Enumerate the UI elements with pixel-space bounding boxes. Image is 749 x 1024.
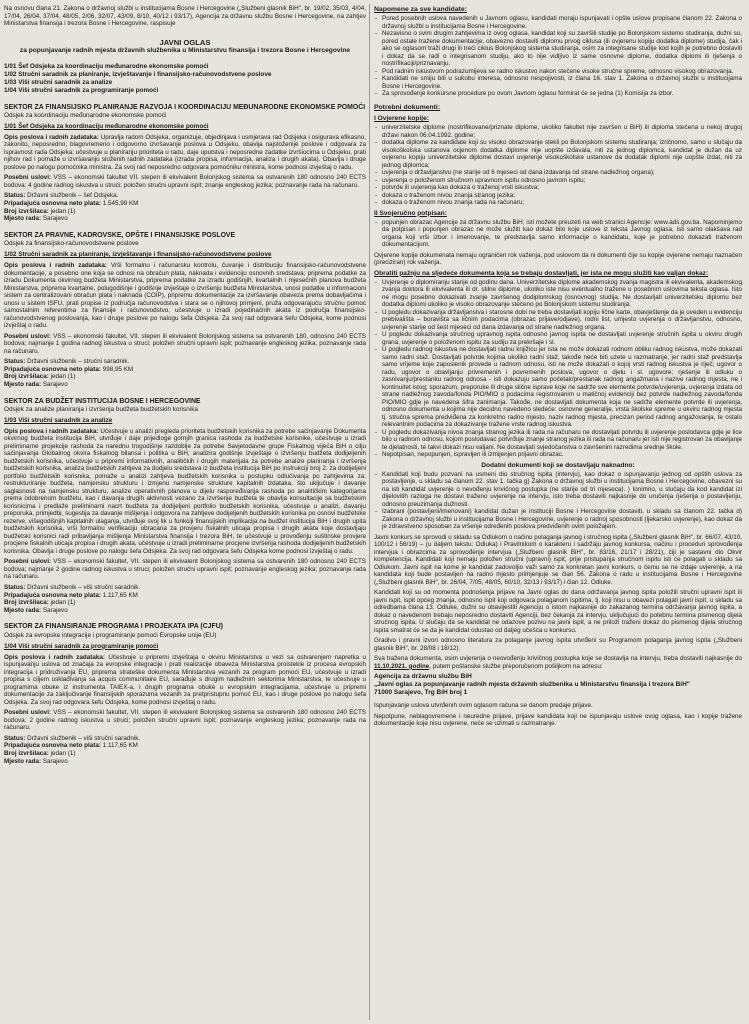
list-item: - popunjen obrazac Agencije za državnu službu BiH; isti možete preuzeti na web stranici Agencije: www.ads.gov.ba. Napominjemo da potpisan i popunjen obrazac ne može služiti kao dokaz bilo koje uslove iz teksta Javnog oglasa, isti samo olakšava rad organa koji vrši izbor i imenovanje, te predstavlja samo informacije o kandidatu, koje je potrebno dokazati traženom dokumentacijom.: [382, 219, 742, 249]
paragraph-rok: [374, 655, 742, 670]
list-item: - univerzitetske diplome (nostrifikovane/priznate diplome, ukoliko fakultet nije završen u BiH) ili diploma stečena u nekoj drugoj državi nakon 06.04.1992. godine;: [382, 124, 742, 139]
list-item: - potvrde ili uvjerenja kao dokaza o traženoj vrsti iskustva;: [382, 184, 742, 192]
position-meta: [4, 192, 366, 222]
plata-value: 1.117,65 KM: [102, 742, 138, 750]
svojerucno-heading: [374, 210, 742, 218]
opis-text: Učestvuje u analizi pregleda prioriteta budžetskih korisnika za potrebe sačinjavanje Dokumenta okvirnog budžeta institucija BiH, utvrđuje i daje prijedloge gornjih granica rashoda za budžetske korisnike, učestvuje u izradi preliminarne projekcije rashoda za narednu trogodišnje razdoblje za potrebe Savjetodavne grupe Fiskalnog vijeća BiH o cilju sačinjavanja Globalnog okvira fiskalnog bilansa i politika u BiH, analizira godišnje izvještaje o izvršenju budžeta dodijeljenih budžetskih korisnika, učestvuje u pripremi informativnih, analitičkih i drugih materijala za potrebe analize planiranja i izvršenja budžetskih korisnika, analiza budžetskih zahtjeva za dodjelu sredstava iz budžeta institucija BiH po instrukciji broj 2. za dodijeljeni portfolio budžetskih korisnika, pomaže u analizi zahtjeva budžetskih korisnika u postupku odlučivanja po zahtjevima za: restrukturiranje budžeta, namjensku strukturu i izmjenu namjenske strukture kapitalnih izdataka, što uključuje i davanje saglasnosti na namjensku strukturu, analize operativnih planova u dijelu raspoređivanja rashoda po analitičkim kategorijama prema odobrenom budžetu, kao i davanja drugih aktivnosti vezano za izvršenje budžeta te obavlja konsultacije sa budžetskim korisnicima i predlaže preliminarni nacrt budžeta za dodijeljeni portfolio budžetskih korisnika, učestvuje u analizi, davanju preporuka, primjedbi, sugestija za davanje mišljenja i odgovora na zahtjeve dodijeljenih budžetskih korisnika po osnovi budžetske rezerve, višegodišnjih kapitalnih ulaganja, utvrđuje svoj lik u funkciji finansijskih implikacija na budžet institucija BiH i drugih upita budžetskih korisnika, vrši formalnu verifikaciju obracana za provjeru fiskalnih uticaja propisa i drugih akata koje dostavljaju budžetski korisnici radi pribavljanja mišljenja Ministarstva finansija i trezora BiH, te učestvuje u provođenju suštinske provjere procjene fiskalnih uticaja propisa i drugih akata, učestvuje u izradi preliminarne procjene izvršenja rashoda dodijeljenih budžetskih korisnika. Obavlja i druge poslove po nalogu šefa Odsjeka. Za svoj rad odgovara šefu Odsjeka kome podnosi izvještaj o radu.: [4, 427, 366, 555]
plata-value: 1.117,65 KM: [102, 591, 138, 599]
position-uslovi: [4, 333, 366, 356]
uslovi-label: Posebni uslovi:: [4, 558, 52, 566]
list-item: - uvjerenja o državljanstvu (ne starije od 6 mjeseci od dana izdavanja od strane nadležnog organa);: [382, 169, 742, 177]
list-item: - Nepotpisan, nepopunjen, ispravljen ili izmijenjen prijavni obrazac.: [382, 451, 742, 459]
mjesto-value: Sarajevo: [42, 215, 68, 223]
obratiti-list: [374, 279, 742, 459]
uslovi-text: VSS – ekonomski fakultet, VII. stepen ili ekvivalent Bolonjskog sistema sa ostvarenih 180 odnosno 240 ECTS bodova; 2 godine radnog iskustva u struci; položen stručni upravni ispit; poznavanje engleskog jezika; poznavanje rada na računaru.: [4, 709, 366, 732]
position-uslovi: [4, 709, 366, 732]
list-item: - U pogledu dokazivanja stručnog upravnog ispita odnosno javnog ispita ne dostavljati uvjerenje stručnih ispita u okviru drugih grana, uvjerenje o položenom ispitu za sudiju za prekršaje i sl.: [382, 331, 742, 346]
right-column: [374, 0, 742, 1024]
status-value: Državni službenik – stručni saradnik.: [27, 358, 130, 366]
section-odsjek: Odsjek za evropske integracije i programiranje pomoći Evropske unije (EU): [4, 631, 217, 639]
opis-label: Opis poslova i radnih zadataka:: [4, 262, 107, 270]
mjesto-label: Mjesto rada:: [4, 606, 42, 614]
position-heading: 1/02 Stručni saradnik za planiranje, izvještavanje i finansijsko-računovodstvene poslove: [4, 251, 272, 259]
list-item: - U pogledu dokazivanja nivoa znanja stranog jezika ili rada na računaru ne dostavljati potvrdu ili uvjerenje poslodavca gdje je lice bilo u radnom odnosu, kojom poslodavac potvrđuje znanje stranog jezika ili rada na računaru jer isti nije registrovan za obavljanje te djelatnosti, te takvi dokazi nisu valjani. Ne dostavljati svjedočanstva o završenim razredima srednje škole.: [382, 429, 742, 452]
rok-date: 11.10.2021. godine: [374, 662, 430, 670]
opis-label: Opis poslova i radnih zadataka:: [4, 427, 99, 435]
positions-list-item: 1/04 Viši stručni saradnik za programiranje pomoći: [4, 86, 159, 94]
list-item: - uvjerenja o položenom stručnom upravnom ispitu odnosno javnom ispitu;: [382, 177, 742, 185]
plata-row: [4, 742, 366, 750]
plata-label: Pripadajuća osnovna neto plata:: [4, 742, 101, 750]
positions-list-item: 1/02 Stručni saradnik za planiranje, izvještavanje i finansijsko-računovodstvene poslove: [4, 70, 272, 78]
list-item: - U pogledu dokazivanja državljanstva i starosne dobi ne treba dostavljati kopiju lične karte, obavještenje da je uveden u evidenciju prebivališta – boravišta sa ličnim podacima (obrazac prijave/odjave), rodni list, umjesto uvjerenja o državljanstvu, odnosno, uvjerenje starije od šest mjeseci od dana izdavanja od strane nadležnog organa.: [382, 309, 742, 332]
left-column: [4, 0, 366, 1024]
mjesto-value: Sarajevo: [42, 380, 68, 388]
obratiti-heading: [374, 270, 742, 278]
list-item: - Uvjerenje o diplomiranju starije od godinu dana. Univerzitetske diplome akademskog zvanja magistra ili ekvivalenta, akademskog zvanja doktora ili ekvivalenta ili dr. stilne diplome, ukoliko iste nisu eventualno tražene u posebnim uslovima teksta oglasa. Isto ne mogu posebno dokazivati zvanje završenog dodiplomskog (osnovnog) studija. Ne dostavljati univerzitetsku diplomu bez dodatka diplomi ukoliko je visoko obrazovanje stečeno po Bolonjskom sistemu studiranja.: [382, 279, 742, 309]
list-item: - dokaza o traženom nivou znanja rada na računaru;: [382, 199, 742, 207]
dodatni-list: [374, 471, 742, 531]
svojerucno-heading-text: II Svojeručno potpisan:: [374, 209, 447, 217]
position-meta: [4, 358, 366, 388]
plata-row: [4, 366, 366, 374]
paragraph-kandidati: Kandidati koji su od momenta podnošenja prijave na Javni oglas do dana održavanja javnog ispita položili stručni upravni ispit ili javni ispit, ispit općeg znanja, odnosno ispit koji odgovara polaganom ispitima, tj. koji nisu u obavezi polagati javni ispit, u skladu sa odredbama člana 13. Odluke, dužni su obavijestiti Agenciju o istom najkasnije do zakazanog termina održavanja javnog ispita, a dokaz o navedenom trebaju neposredno dostaviti Agenciji, bez čekanja za intervju, uključujući do potebnu termina pismenog dijela stručnog ispita. U slučaju da se kandidat ne odazove pozivu na javni ispit, a ne priloži traženi dokaz do pismenog dijela stručnog ispita smatrat će se da je kandidat odustao od daljeg učešća u konkursu.: [374, 589, 742, 634]
position-opis: [4, 654, 366, 707]
mjesto-value: Sarajevo: [42, 606, 68, 614]
address-block: [374, 673, 742, 697]
list-item: - Kandidati koji budu pozvani na usmeni dio stručnog ispita (intervju), kao dokaz o ispunjavanju jednog od opštih uslova za postavljenje, u skladu sa članom 22. stav 1. tačka g) Zakona o državnoj službi u institucijama Bosne i Hercegovine, obavezni su na isti kandidat uvjerenje o nevođenju krivičnog postupka (ne starije od tri mjeseca). ) Ionimno, u slučaju da kod kandidat izi dijelovitih razloga ne dostavi traženo uvjerenje na intervju, isto treba dostaviti najkasnije do uručenja rješenja o postavljenju, odnosno preuzimanja dužnosti.: [382, 471, 742, 509]
position-meta: [4, 735, 366, 765]
position-heading: 1/01 Šef Odsjeka za koordinaciju međunarodne ekonomske pomoći: [4, 122, 209, 130]
broj-row: [4, 750, 366, 758]
section-name: SEKTOR ZA FINANSIRANJE PROGRAMA I PROJEKATA IPA (CJFU): [4, 623, 223, 631]
rok-text-b: , putem poštanske službe preporučenom pošiljkom na adresu:: [429, 662, 603, 670]
list-item: - dodatka diplome za kandidate koji su visoko obrazovanje stekli po Bolonjskom sistemu studiranja; izričnomo, samo u slučaju da visokoškolska ustanova ocjenom dodatka diplome nije uopšte izdavala, niti za jednog diplomca, kandidat je dužan da uz ovjerenu kopiju univerzitetske diplome dostavi uvjerenje visokoškolske ustanove da dodatak diplomi nije uopšte izdat, niti za jednog diplomca;: [382, 139, 742, 169]
mjesto-row: [4, 215, 366, 223]
list-item: - Nezavisno o svim drugim zahtjevima iz ovog oglasa, kandidat koji su završili studije po Bolonjskom sistemu studiranja, dužni su, pored ostale tražene dokumentacije, obavezno dostaviti diplomu prvog ciklusa (ili ovjerenu kopiju dodatka diplome) studija, čak i ako se oglasom traži drugi ili treći ciklus Bolonjskog sistema studiranja, osim za integrisane studije kod kojih je potrebno dostaviti i dokaz da se radi o integrisanom studiju, ako to nije vidljivo iz same osnovne diplome, dodatka diplomi ili rješenja o nostrifikaciji/priznavanju.: [382, 30, 742, 68]
position-opis: [4, 134, 366, 172]
list-item: - Kandidati ne smiju biti u sukobu interesa, odnosno nespojivosti, iz člana 16. stav 1. Zakona o državnoj službi u institucijama Bosne i Hercegovine.: [382, 75, 742, 90]
positions-list-item: 1/03 Viši stručni saradnik za analize: [4, 78, 113, 86]
status-label: Status:: [4, 358, 26, 366]
plata-label: Pripadajuća osnovna neto plata:: [4, 200, 101, 207]
section-odsjek: Odsjek za finansijsko-računovodstvene poslove: [4, 240, 139, 248]
rok-text-a: Sva tražena dokumenta, osim uvjerenja o neovođenju krivičnog postupka koje se dostavlja na intervju, treba dostaviti najkasnije do: [374, 655, 742, 663]
section-3: [4, 398, 366, 615]
paragraph-konkurs: Javni konkurs se sprovodi u skladu sa Odlukom o načinu polaganja javnog i stručnog ispita („Službeni glasnik BiH", br. 66/07, 43/10, 100/12 i 56/19) – (u daljem tekstu: Odluka) i Pravilnikom o karakteru i sadržaju javnog konkursa, načinu i proceduri sprovođenja intervjua i obrazcima za sprovođenje intervjua („Službeni glasnik BiH", br. 83/16, 21/17 i 28/21), čiji je sastavni dio Okvir kompetencija. Kandidati koji nemaju položen stručni (upravni) ispit, prije pristupanja stručnom ispitu isti će polagati u skladu sa Odlukom. Javni ispit na kome je kandidat zadovoljio važi samo za konkretan javni konkurs, o čemu se ne izdaje uvjerenje, a na kandidata koji bude postavljen na radno mjesto primjenjuje se član 56. Zakona o radu u institucijama Bosne i Hercegovine („Službeni glasnik BiH", br. 26/04, 7/05, 48/05, 60/10, 32/13 i 93/17) i član 12. Odluke.: [374, 533, 742, 586]
broj-row: [4, 373, 366, 381]
status-row: [4, 584, 366, 592]
ovjerene-list: [374, 124, 742, 207]
opis-text: Upravlja radom Odsjeka, organizuje, objedinjava i usmjerava rad Odsjeka i osigurava efikasno, zakonito, neposredno, blagovremeno i odgovorno izvršavanje poslova u Odsjeku, obavlja najsloženije poslove i odgovara za ispravnost rada Odsjeka; učestvuje u planiranju prioriteta u radu, daje uputstva i neposredne zadatke izvršiocima u Odsjeku, prati njihov rad i pomaže u izvršavanju složenih radnih zadataka (izrada propisa, informacija, analiza i drugih akata). Obavlja i druge poslove po nalogu pomoćnika ministra. Za svoj rad neposredno odgovara pomoćniku ministra, kome podnosi izvještaj o radu.: [4, 133, 366, 171]
status-label: Status:: [4, 734, 26, 742]
section-2: [4, 232, 366, 389]
mjesto-label: Mjesto rada:: [4, 757, 42, 765]
status-row: [4, 192, 366, 200]
uslovi-text: VSS – ekonomski fakultet, VII. stepen ili ekvivalent Bolonjskog sistema sa ostvarenih 180 odnosno 240 ECTS bodova; najmanje 2 godine radnog iskustva u struci; položen stručni upravni ispit; poznavanje engleskog jezika; poznavanje rada na računaru.: [4, 558, 366, 581]
positions-list: [4, 63, 366, 95]
mjesto-label: Mjesto rada:: [4, 380, 42, 388]
mjesto-row: [4, 381, 366, 389]
napomene-list: [374, 15, 742, 98]
list-item: - Pored posebnih uslova navedenih u Javnom oglasu, kandidati moraju ispunjavati i opšte uslove propisane članom 22. Zakona o državnoj službi u institucijama Bosne i Hercegovine.: [382, 15, 742, 30]
broj-value: jedan (1): [50, 599, 76, 607]
plata-value: 998,95 KM: [102, 365, 134, 373]
obratiti-heading-text: Obratiti pažnju na sljedeće dokumenta koja se trebaju dostavljati, jer ista ne mogu služiti kao valjan dokaz:: [374, 269, 709, 277]
status-row: [4, 358, 366, 366]
position-uslovi: [4, 174, 366, 189]
position-heading: 1/03 Viši stručni saradnik za analize: [4, 416, 113, 424]
positions-list-item: 1/01 Šef Odsjeka za koordinaciju međunarodne ekonomske pomoći: [4, 62, 209, 70]
address-line: „Javni oglas za popunjavanje radnih mjesta državnih službenika u Ministarstvu finansija i trezora BiH": [374, 681, 690, 689]
uslovi-label: Posebni uslovi:: [4, 174, 52, 182]
broj-label: Broj izvršilaca:: [4, 207, 49, 215]
section-1: [4, 104, 366, 223]
plata-label: Pripadajuća osnovna neto plata:: [4, 365, 101, 373]
opis-label: Opis poslova i radnih zadataka:: [4, 133, 99, 141]
section-name: SEKTOR ZA PRAVNE, KADROVSKE, OPŠTE I FINANSIJSKE POSLOVE: [4, 231, 236, 239]
position-opis: [4, 428, 366, 556]
column-divider: [369, 4, 370, 1020]
paragraph-nepotpune: Nepotpune, neblagovremene i neuredne prijave, prijave kandidata koji ne ispunjavaju uslove ovog oglasa, kao i kopije tražene dokumentacije koje nisu ovjerene, neće se uzimati u razmatranje.: [374, 712, 742, 728]
dodatni-heading: Dodatni dokumenti koji se dostavljaju naknadno:: [481, 461, 635, 469]
section-4: [4, 623, 366, 765]
opis-text: Učestvuje u pripremi izvještaja o okviru Ministarstva u vezi sa ostvarenjem napretka u ispunjavanju uslova od značaja za evropske integracije i prati realizacije obaveza Ministarstva proistekle iz procesa evropskih integracija i pridruživanja EU, priprema strateške dokumenta Ministarstva vezanih za program pomoći EU, učestvuje u izradi propisa s ciljem usklađivanja sa acquis communitaire EU, sarađuje s drugim nadležnim sektorima Ministarstva, te učestvuje u programima obuke iz instrumenta TAIEX-a, i drugih programa obuke u evropskim integracijama, učestvuje u pripremi dokumentacije za zaključivanje finansijskih sporazuma vezanih za pretpristupnu pomoć EU, kao i druge poslove po nalogu šefa Odsjeka. Za svoj rad odgovara šefu Odsjeka, kome podnosi izvještaj o radu.: [4, 653, 366, 706]
mjesto-label: Mjesto rada:: [4, 215, 42, 223]
plata-value: 1.545,99 KM: [102, 200, 139, 207]
list-item: - dokaza o traženom nivou znanja stranog jezika;: [382, 192, 742, 200]
address-line: 71000 Sarajevo, Trg BiH broj 1: [374, 689, 468, 697]
plata-row: [4, 592, 366, 600]
plata-row: [4, 200, 366, 208]
section-odsjek: Odsjek za koordinaciju međunarodne ekonomske pomoći: [4, 111, 167, 119]
list-item: - Pod radnim iskustvom podrazumijeva se radno iskustvo nakon stečene visoke stručne spreme, odnosno visokog obrazovanja.: [382, 68, 742, 76]
status-value: Državni službenik – šef Odsjeka.: [27, 192, 119, 200]
status-value: Državni službenik – viši stručni saradnik.: [27, 734, 141, 742]
status-row: [4, 735, 366, 743]
broj-label: Broj izvršilaca:: [4, 749, 49, 757]
status-label: Status:: [4, 192, 26, 200]
opis-label: Opis poslova i radnih zadataka:: [4, 653, 105, 661]
intro-text: Na osnovu člana 21. Zakona o državnoj službi u institucijama Bosne i Hercegovine („Službeni glasnik BiH", br. 19/02, 35/03, 4/04, 17/04, 26/04, 37/04, 48/05, 2/06, 32/07, 43/09, 8/10, 40/12 i 93/17), Agencija za državnu službu Bosne i Hercegovine, na zahtjev Ministarstva finansija i trezora Bosne i Hercegovine, raspisuje: [4, 5, 366, 27]
position-heading: 1/04 Viši stručni saradnik za programiranje pomoći: [4, 642, 159, 650]
paragraph-uslovi: Ispunjavanje uslova utvrđenih ovim oglasom računa se danom predaje prijave.: [374, 702, 593, 710]
uslovi-label: Posebni uslovi:: [4, 332, 51, 340]
status-value: Državni službenik – viši stručni saradnik.: [27, 583, 141, 591]
plata-label: Pripadajuća osnovna neto plata:: [4, 591, 101, 599]
mjesto-value: Sarajevo: [42, 757, 68, 765]
section-odsjek: Odsjek za analize planiranja i izvršenja budžeta budžetskih korisnika: [4, 405, 198, 413]
ovjerene-heading: [374, 115, 742, 123]
ovjerene-note: Ovjerene kopije dokumenata nemaju ograničen rok važenja, pod uslovom da ni dokumenti čije su kopije ovjerene nemaju naznačen (preciziran) rok važenja.: [374, 251, 742, 267]
position-opis: [4, 262, 366, 330]
broj-value: jedan (1): [50, 207, 76, 215]
paragraph-gradivo: Gradivo i pravni izvori odnosno literatura za polaganje javnog ispita utvrđeni su Programom polaganja javnog ispita („Službeni glasnik BiH", br. 28/08 i 18/12).: [374, 637, 742, 652]
oglas-title: JAVNI OGLAS: [159, 37, 211, 47]
oglas-subtitle: za popunjavanje radnih mjesta državnih službenika u Ministarstvu finansija i trezora Bosne i Hercegovine: [19, 46, 351, 54]
svojerucno-list: [374, 219, 742, 249]
address-line: Agencija za državnu službu BiH: [374, 673, 472, 681]
napomene-heading: Napomene za sve kandidate:: [374, 6, 467, 13]
broj-row: [4, 599, 366, 607]
ovjerene-heading-text: I Ovjerene kopije:: [374, 115, 429, 123]
uslovi-text: VSS – ekonomski fakultet, VII. stepen ili ekvivalent Bolonjskog sistema sa ostvarenih 180, odnosno 240 ECTS bodova; najmanje 1 godina radnog iskustva u struci; položen stručni upravni ispit; poznavanje engleskog jezika; poznavanje rada na računaru.: [4, 332, 366, 355]
broj-label: Broj izvršilaca:: [4, 599, 49, 607]
list-item: - Izabrani (postavljeni/imenovani) kandidat dužan je instituciji Bosne i Hercegovine dostaviti, u skladu sa članom 22. tačka d) Zakona o državnoj službi u institucijama Bosne i Hercegovine, uvjerenje o radnoj sposobnosti (ljekarsko uvjerenje), kao dokaz da je zdravstveno sposoban za vršenje određenih poslova predviđenih ovim položajem.: [382, 508, 742, 531]
list-item: - U pogledu radnog iskustva ne dostavljati radnu knjižicu jer ista ne može dokazati rodnom obliku radnog iskustva, može dokazati samo radni staž. Dostavljati potvrde kojima ukoliko radni staž, takođe neće biti uzete u razmatranje, jer radni staž predstavlja samo vrijeme koje zaposlenik provede u radnom odnosu, isti ne može dokazati o kojoj vrsti radnog iskustva je riječ; ugovor o radu, ugovor o obavljanju privremenih i povremenih poslova, ugovor o djelu i sl. ugovore; rješenje ili odluku o zasnivanju/prestanku radnog odnosa - isti dokazuju samo početak/prestanak radnog angažmana i nazive radnog mjesta, ne i kontinuitet istog; sporazum, preporuke ili druge slične isprave koje ne sadrže sve elemente potvrde/uvjerenja, uvjerenja izdata od strane nadležnog zavoda/fonda PIO/MIO o podacima registrovanim u matičnoj evidenciji bez potvrde nadležnog zavoda/fonda PIO/MIO gdje je navedena šifra zanimanja. Takođe, ne dostavljati dokumenta koja ne sadrže elemente potvrde ili uvjerenja, odnosno dokumenta u kojima nije decidno navedeno sledeće: osnovne generalije, vrsta školske spreme u okviru radnog mjesta tj. stručna sprema predviđena za konkretno radno mjesto, naziv radnog mjesta, precizan period radnog angažovanja, te ostalo relevantnim podacima za dokazivanje tražene vrste radnog iskustva.: [382, 346, 742, 429]
uslovi-label: Posebni uslovi:: [4, 709, 52, 717]
mjesto-row: [4, 758, 366, 766]
uslovi-text: VSS – ekonomski fakultet VII. stepen ili ekvivalent Bolonjskog sistema sa ostvarenih 180 odnosno 240 ECTS bodova; 4 godine radnog iskustva u struci; položen stručni upravni ispit; znanje engleskog jezika; poznavanje rada na računaru.: [4, 174, 366, 189]
broj-value: jedan (1): [50, 749, 76, 757]
opis-text: Vrši formalnu i računarsku kontrolu, čuvanje i distribuciju finansijsko-računovodstvene dokumentacije, a posebno one koja se odnosi na obračun plata, naknada i evidenciju osnovnih sredstava; priprema podatke za izradu Dokumenta okvirnog budžeta Ministarstva, priprema podatke za izradu godišnjih, kvartalnih i mjesečnih planova budžeta Ministarstva, priprema kvartalne, polugodišnje i godišnje izvještaje o izvršenju budžeta Ministarstva, unosi podatke u informacioni sistem za centralizovani obračun plata i naknada (COIP), pripremu dokumentacije za izvršavanje obaveza prema dobavljačima i unosi u sistem ISFU, prati propise iz područja računovodstva i stara se o njihovoj primjeni, pruža odgovarajuću stručnu pomoć samostalnim referentima za finansije i računovodstvo, učestvuje u izradi pojedinačnih akata iz područja finansijsko-računovodstvenog poslovanja, kao i druge poslove po nalogu šefa Odsjeka. Za svoj rad odgovara šefu Odsjeka, kome podnosi izvještaj o radu.: [4, 262, 366, 330]
mjesto-row: [4, 607, 366, 615]
broj-value: jedan (1): [50, 373, 76, 381]
position-uslovi: [4, 558, 366, 581]
broj-row: [4, 208, 366, 216]
broj-label: Broj izvršilaca:: [4, 373, 49, 381]
position-meta: [4, 584, 366, 614]
potrebni-heading: Potrebni dokumenti:: [374, 103, 441, 111]
list-item: - Za sprovođenje konkursne procedure po ovom Javnom oglasu formirat će se jedna (1) Komisija za izbor.: [382, 90, 742, 98]
section-name: SEKTOR ZA FINANSIJSKO PLANIRANJE RAZVOJA I KOORDINACIJU MEĐUNARODNE EKONOMSKE POMOĆI: [4, 103, 366, 111]
section-name: SEKTOR ZA BUDŽET INSTITUCIJA BOSNE I HERCEGOVINE: [4, 397, 201, 405]
status-label: Status:: [4, 583, 26, 591]
